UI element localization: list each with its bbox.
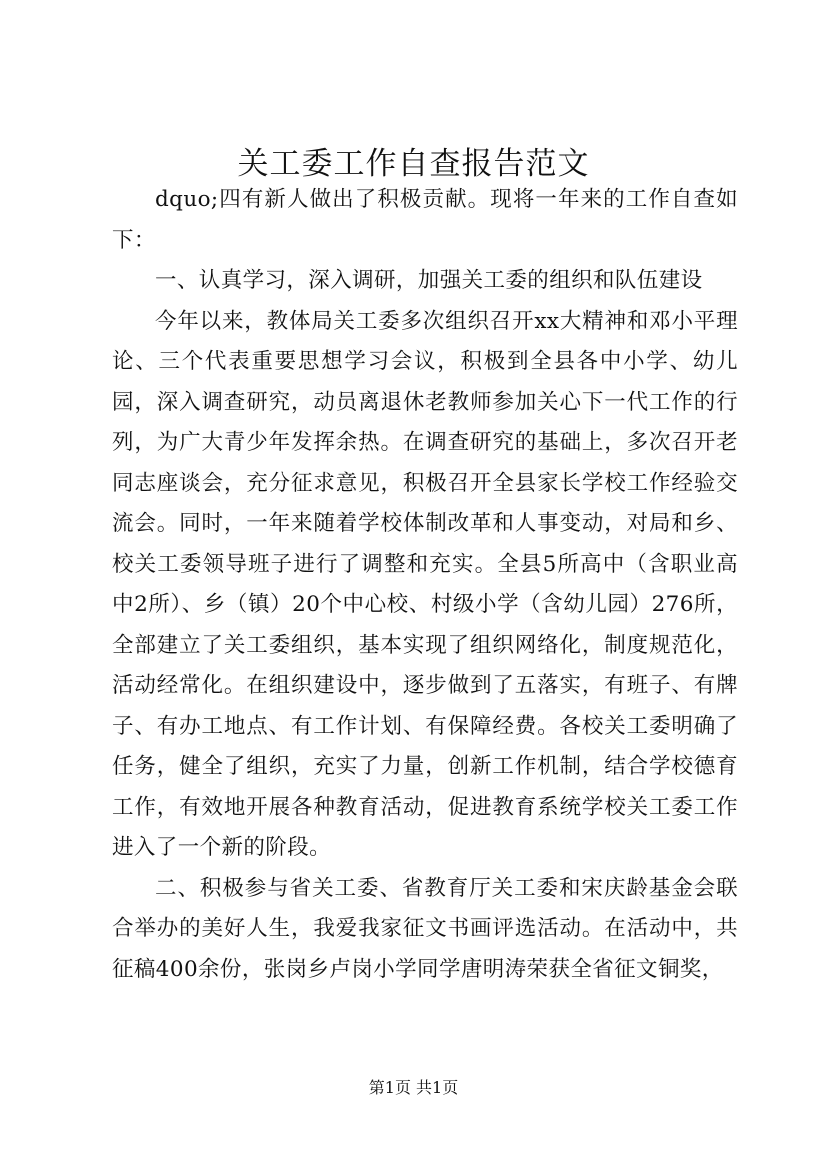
section-heading-1: 一、认真学习，深入调研，加强关工委的组织和队伍建设 <box>155 268 703 293</box>
document-title: 关工委工作自查报告范文 <box>237 146 590 182</box>
paragraph-section-2: 二、积极参与省关工委、省教育厅关工委和宋庆龄基金会联合举办的美好人生，我爱我家征文书画评选活动。在活动中，共征稿400余份，张岗乡卢岗小学同学唐明涛荣获全省征文铜奖， <box>112 875 738 982</box>
paragraph-intro: dquo;四有新人做出了积极贡献。现将一年来的工作自查如下： <box>112 187 738 253</box>
paragraph-section-1: 今年以来，教体局关工委多次组织召开xx大精神和邓小平理论、三个代表重要思想学习会议，积极到全县各中小学、幼儿园，深入调查研究，动员离退休老教师参加关心下一代工作的行列，为广大青少年发挥余热。在调查研究的基础上，多次召开老同志座谈会，充分征求意见，积极召开全县家长学校工作经验交流会。同时，一年来随着学校体制改革和人事变动，对局和乡、校关工委领导班子进行了调整和充实。全县5所高中（含职业高中2所）、乡（镇）20个中心校、村级小学（含幼儿园）276所，全部建立了关工委组织，基本实现了组织网络化，制度规范化，活动经常化。在组织建设中，逐步做到了五落实，有班子、有牌子、有办工地点、有工作计划、有保障经费。各校关工委明确了任务，健全了组织，充实了力量，创新工作机制，结合学校德育工作，有效地开展各种教育活动，促进教育系统学校关工委工作进入了一个新的阶段。 <box>112 308 738 860</box>
document-body <box>112 180 738 990</box>
page-number-footer: 第1页 共1页 <box>368 1078 459 1097</box>
